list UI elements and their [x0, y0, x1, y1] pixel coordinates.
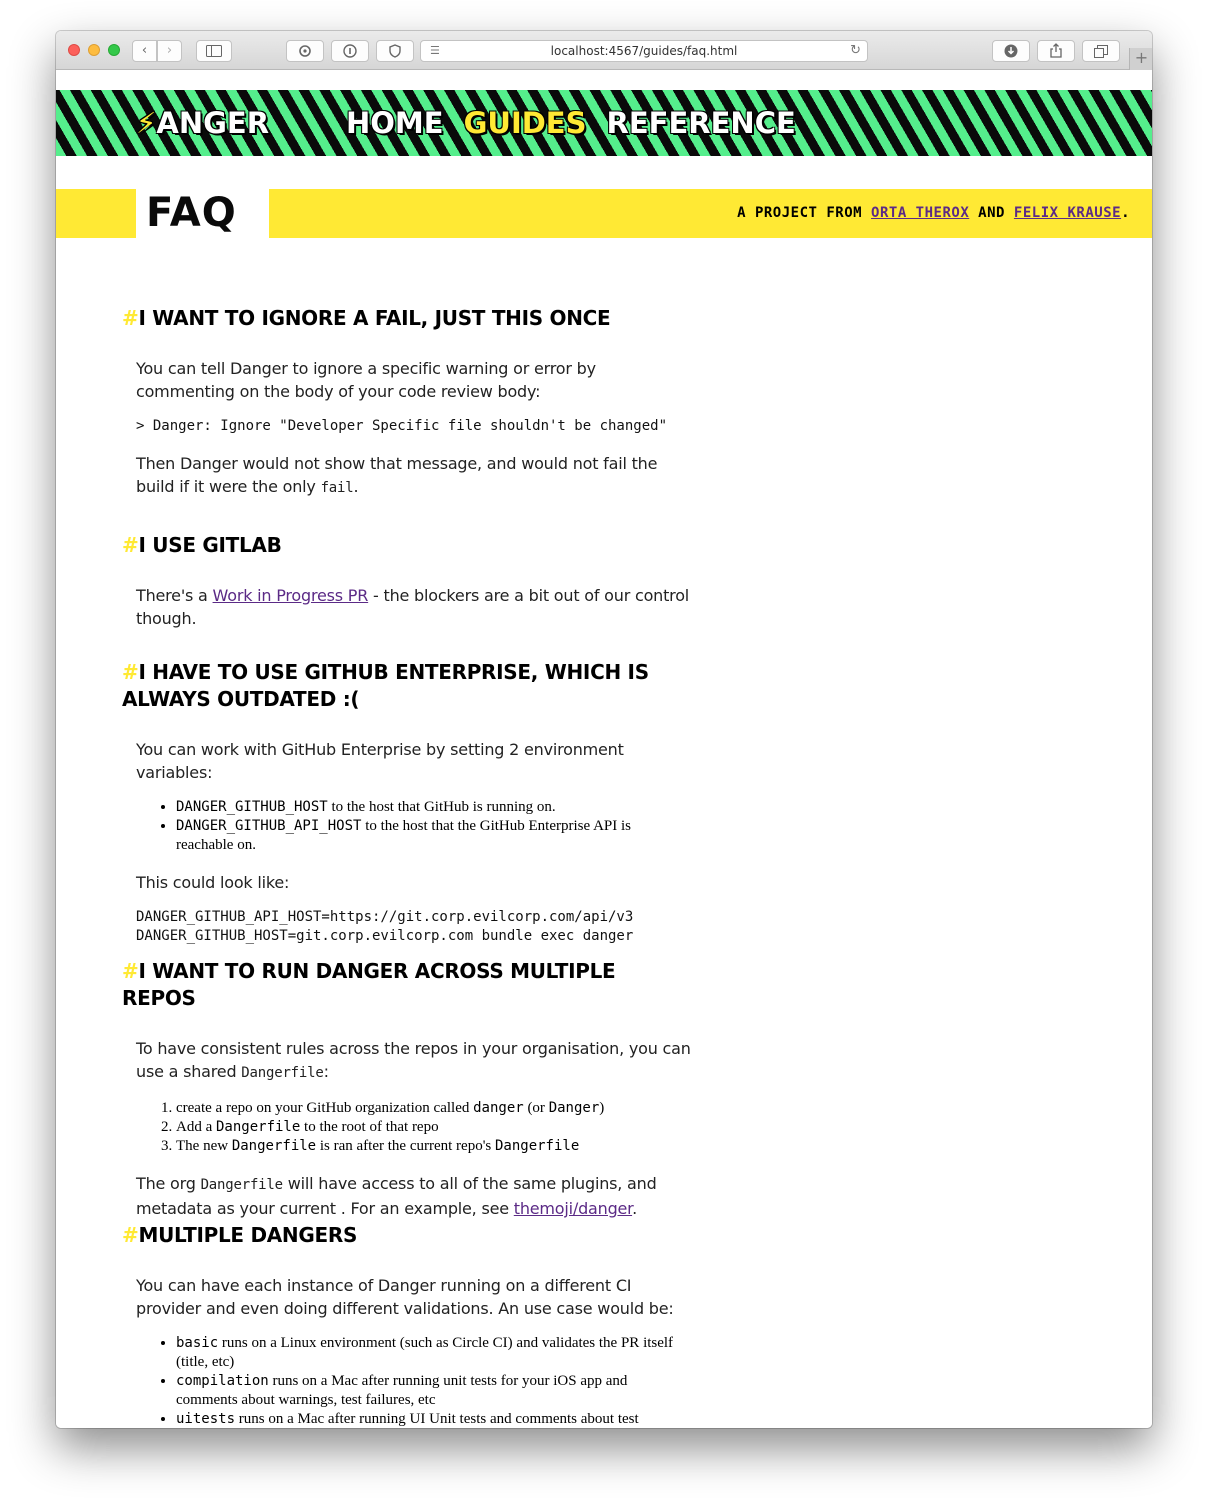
author-orta-link[interactable]: ORTA THEROX	[871, 205, 970, 221]
list-item: • DANGER_GITHUB_API_HOST to the host that the GitHub Enterprise API is reachable on.	[176, 817, 692, 855]
list-item: 3. The new Dangerfile is ran after the current repo's Dangerfile	[176, 1137, 692, 1156]
list-item: 1. create a repo on your GitHub organization called danger (or Danger)	[176, 1099, 692, 1118]
themoji-danger-link[interactable]: themoji/danger	[513, 1199, 633, 1218]
author-felix-link[interactable]: FELIX KRAUSE	[1013, 205, 1122, 221]
section-heading: #I WANT TO IGNORE A FAIL, JUST THIS ONCE	[122, 306, 611, 330]
nav-home-link[interactable]: HOME	[346, 106, 444, 140]
downloads-button[interactable]	[992, 40, 1030, 62]
close-window-button[interactable]	[68, 44, 80, 56]
faq-section-multiple-repos	[122, 958, 692, 1220]
list-item: • basic runs on a Linux environment (such as Circle CI) and validates the PR itself (title, etc)	[176, 1334, 692, 1372]
reload-icon[interactable]: ↻	[850, 43, 861, 58]
tabs-icon	[1094, 45, 1108, 58]
new-tab-button[interactable]: +	[1129, 48, 1152, 70]
shield-icon	[389, 44, 401, 58]
anchor-link[interactable]: #	[122, 533, 139, 557]
faq-section-multiple-dangers	[122, 1222, 692, 1428]
paragraph: The org Dangerfile will have access to all of the same plugins, and metadata as your current . For an example, see themoji/danger.	[136, 1174, 657, 1218]
nav-reference-link[interactable]: REFERENCE	[606, 106, 796, 140]
dangers-list	[122, 1334, 692, 1428]
lightning-bolt-icon: ⚡	[136, 106, 157, 140]
paragraph: Then Danger would not show that message, and would not fail the build if it were the only fail.	[136, 454, 658, 496]
minimize-window-button[interactable]	[88, 44, 100, 56]
forward-button[interactable]	[157, 40, 182, 62]
paragraph: You can have each instance of Danger running on a different CI provider and even doing different validations. An use case would be:	[136, 1276, 674, 1318]
section-heading: #I HAVE TO USE GITHUB ENTERPRISE, WHICH IS ALWAYS OUTDATED :(	[122, 660, 649, 711]
info-icon	[343, 44, 357, 58]
info-extension-button[interactable]	[331, 40, 369, 62]
code-block: DANGER_GITHUB_API_HOST=https://git.corp.evilcorp.com/api/v3 DANGER_GITHUB_HOST=git.corp.evilcorp.com bundle exec danger	[136, 909, 634, 944]
paragraph: You can work with GitHub Enterprise by setting 2 environment variables:	[136, 740, 624, 782]
list-item: • compilation runs on a Mac after running unit tests for your iOS app and comments about warnings, test failures, etc	[176, 1372, 692, 1410]
zoom-window-button[interactable]	[108, 44, 120, 56]
download-icon	[1004, 44, 1018, 58]
address-bar[interactable]	[420, 40, 868, 62]
brand-text: ANGER	[156, 106, 270, 140]
main-nav	[346, 106, 816, 140]
faq-section-github-enterprise	[122, 659, 692, 946]
list-item: 2. Add a Dangerfile to the root of that repo	[176, 1118, 692, 1137]
sidebar-icon	[206, 45, 222, 57]
env-var-list	[122, 798, 692, 855]
section-heading: #MULTIPLE DANGERS	[122, 1223, 358, 1247]
reader-icon[interactable]: ☰	[430, 44, 440, 57]
anchor-link[interactable]: #	[122, 1223, 139, 1247]
page-title-box	[136, 189, 269, 238]
browser-window	[56, 31, 1152, 1428]
steps-list	[122, 1099, 692, 1156]
faq-section-ignore-fail	[122, 305, 692, 500]
list-item: • DANGER_GITHUB_HOST to the host that GitHub is running on.	[176, 798, 692, 817]
url-text: localhost:4567/guides/faq.html	[550, 44, 738, 58]
chevron-right-icon: ›	[166, 43, 173, 58]
browser-toolbar	[56, 31, 1152, 70]
page-title: FAQ	[146, 190, 237, 236]
paragraph: This could look like:	[136, 873, 290, 892]
refresh-icon	[298, 44, 312, 58]
list-item: • uitests runs on a Mac after running UI Unit tests and comments about test	[176, 1410, 692, 1428]
share-button[interactable]	[1037, 40, 1075, 62]
danger-logo[interactable]	[136, 106, 269, 140]
chevron-left-icon: ‹	[141, 43, 148, 58]
paragraph: There's a Work in Progress PR - the blockers are a bit out of our control though.	[136, 586, 690, 628]
project-credit: A PROJECT FROM ORTA THEROX AND FELIX KRAUSE.	[737, 205, 1130, 221]
anchor-link[interactable]: #	[122, 959, 139, 983]
title-bar	[56, 189, 1152, 238]
nav-guides-link[interactable]: GUIDES	[463, 106, 587, 140]
sidebar-button[interactable]	[196, 40, 232, 62]
refresh-extension-button[interactable]	[286, 40, 324, 62]
tab-overview-button[interactable]	[1082, 40, 1120, 62]
anchor-link[interactable]: #	[122, 306, 139, 330]
paragraph: You can tell Danger to ignore a specific warning or error by commenting on the body of your code review body:	[136, 359, 596, 401]
shield-extension-button[interactable]	[376, 40, 414, 62]
share-icon	[1050, 43, 1062, 58]
code-block: > Danger: Ignore "Developer Specific file shouldn't be changed"	[136, 418, 668, 434]
section-heading: #I USE GITLAB	[122, 533, 282, 557]
web-page	[56, 70, 1152, 1428]
anchor-link[interactable]: #	[122, 660, 139, 684]
back-button[interactable]	[132, 40, 157, 62]
faq-section-gitlab	[122, 532, 692, 630]
section-heading: #I WANT TO RUN DANGER ACROSS MULTIPLE REPOS	[122, 959, 616, 1010]
wip-pr-link[interactable]: Work in Progress PR	[212, 586, 369, 605]
paragraph: To have consistent rules across the repos in your organisation, you can use a shared Dangerfile:	[136, 1039, 691, 1081]
